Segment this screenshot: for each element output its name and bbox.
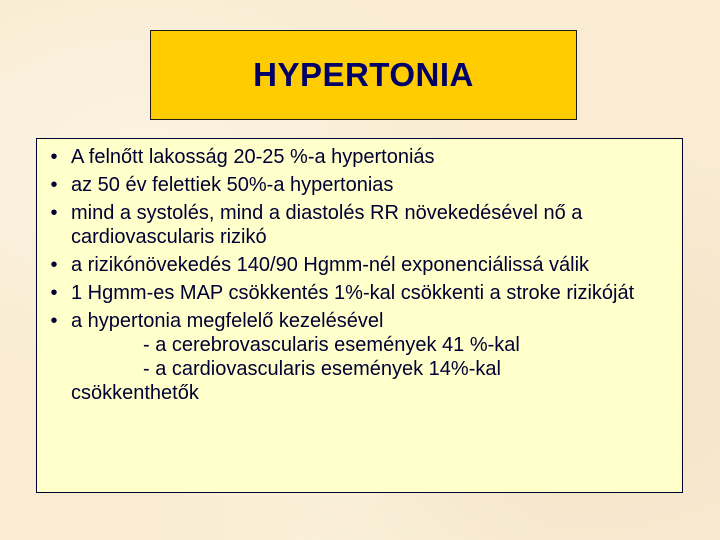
sub-item: - a cerebrovascularis események 41 %-kal (143, 334, 520, 356)
bullet-dot-icon: • (50, 282, 58, 304)
bullet-dot-icon: • (50, 310, 58, 332)
bullet-text: a rizikónövekedés 140/90 Hgmm-nél exponenciálissá válik (71, 254, 590, 276)
bullet-text: A felnőtt lakosság 20-25 %-a hypertoniás (71, 146, 435, 168)
bullet-text: a hypertonia megfelelő kezelésével (71, 310, 384, 332)
bullet-continuation: csökkenthetők (71, 382, 199, 404)
slide-title: HYPERTONIA (253, 56, 474, 93)
bullet-item (37, 309, 682, 405)
bullet-dot-icon: • (50, 254, 58, 276)
bullet-item (37, 281, 682, 305)
bullet-item (37, 173, 682, 197)
bullet-item (37, 201, 682, 249)
bullet-text: az 50 év felettiek 50%-a hypertonias (71, 174, 394, 196)
bullet-dot-icon: • (50, 202, 58, 224)
bullet-text: 1 Hgmm-es MAP csökkentés 1%-kal csökkenti a stroke rizikóját (71, 282, 635, 304)
content-box (36, 138, 683, 493)
bullet-item (37, 145, 682, 169)
sub-item: - a cardiovascularis események 14%-kal (143, 358, 501, 380)
bullet-dot-icon: • (50, 146, 58, 168)
title-box (150, 30, 577, 120)
bullet-list (37, 139, 682, 405)
bullet-item (37, 253, 682, 277)
bullet-dot-icon: • (50, 174, 58, 196)
bullet-text: mind a systolés, mind a diastolés RR növekedésével nő a cardiovascularis rizikó (71, 202, 583, 248)
